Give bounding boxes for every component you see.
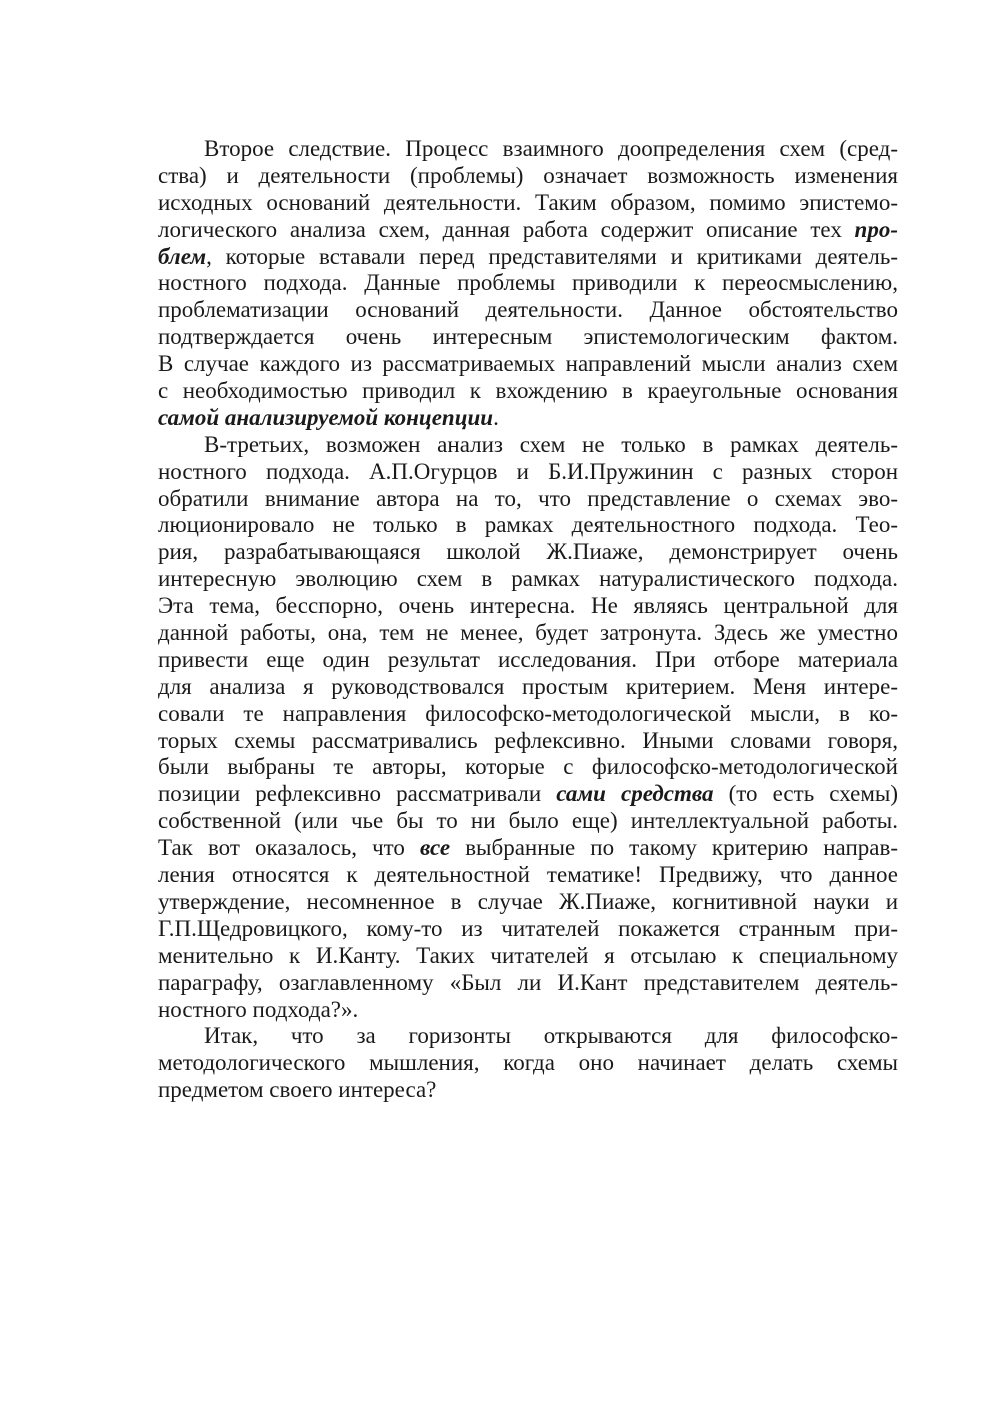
text-line	[158, 862, 898, 889]
page-body	[158, 136, 898, 1104]
text-line	[158, 297, 898, 324]
text-line	[158, 539, 898, 566]
text-line	[158, 486, 898, 513]
text-run: Так вот оказалось, что	[158, 835, 421, 861]
text-line	[158, 701, 898, 728]
text-line	[158, 405, 898, 432]
text-run: (то есть схемы)	[713, 781, 898, 807]
text-run: обратили внимание автора на то, что представление о схемах эво-	[158, 485, 898, 511]
text-line	[158, 190, 898, 217]
text-run: методологического мышления, когда оно начинает делать схемы	[158, 1050, 898, 1076]
emphasized-text: про-	[854, 216, 898, 242]
text-run: утверждение, несомненное в случае Ж.Пиаже, когнитивной науки и	[158, 888, 898, 914]
text-run: Второе следствие. Процесс взаимного доопределения схем (сред-	[204, 136, 898, 161]
document-text	[158, 136, 898, 1104]
text-run: привести еще один результат исследования. При отборе материала	[158, 646, 898, 672]
text-line	[158, 889, 898, 916]
text-run: ностного подхода. А.П.Огурцов и Б.И.Пружинин с разных сторон	[158, 458, 898, 484]
emphasized-text: самой анализируемой концепции	[158, 404, 494, 430]
text-run: В случае каждого из рассматриваемых направлений мысли анализ схем	[158, 351, 898, 377]
text-run: были выбраны те авторы, которые с философско-методологической	[158, 754, 898, 780]
text-line	[158, 378, 898, 405]
text-line	[158, 244, 898, 271]
text-run: , которые вставали перед представителями и критиками деятель-	[206, 243, 898, 269]
paragraph	[158, 136, 898, 432]
text-run: исходных оснований деятельности. Таким образом, помимо эпистемо-	[158, 189, 898, 215]
text-run: рия, разрабатывающаяся школой Ж.Пиаже, демонстрирует очень	[158, 539, 898, 565]
paragraph	[158, 432, 898, 1024]
text-run: позиции рефлексивно рассматривали	[158, 781, 557, 807]
text-line	[158, 566, 898, 593]
text-line	[158, 754, 898, 781]
text-line	[158, 459, 898, 486]
text-run: параграфу, озаглавленному «Был ли И.Кант представителем деятель-	[158, 969, 898, 995]
text-line	[158, 835, 898, 862]
text-line	[158, 970, 898, 997]
text-run: совали те направления философско-методологической мысли, в ко-	[158, 700, 898, 726]
text-run: Эта тема, бесспорно, очень интересна. Не являясь центральной для	[158, 593, 898, 619]
text-run: ностного подхода?».	[158, 996, 359, 1022]
text-run: подтверждается очень интересным эпистемологическим фактом.	[158, 324, 898, 350]
text-line	[158, 593, 898, 620]
text-line	[158, 1050, 898, 1077]
text-run: В-третьих, возможен анализ схем не только в рамках деятель-	[204, 431, 898, 457]
text-run: предметом своего интереса?	[158, 1077, 437, 1103]
text-run: .	[493, 404, 499, 430]
text-line	[158, 512, 898, 539]
text-run: для анализа я руководствовался простым критерием. Меня интере-	[158, 673, 898, 699]
text-run: логического анализа схем, данная работа содержит описание тех	[158, 216, 855, 242]
text-run: выбранные по такому критерию направ-	[450, 835, 899, 861]
text-run: ления относятся к деятельностной тематике! Предвижу, что данное	[158, 862, 898, 888]
text-run: Г.П.Щедровицкого, кому-то из читателей покажется странным при-	[158, 915, 898, 941]
text-line	[158, 620, 898, 647]
emphasized-text: сами средства	[556, 781, 714, 807]
text-line	[158, 217, 898, 244]
text-line	[158, 728, 898, 755]
text-line	[158, 270, 898, 297]
emphasized-text: все	[420, 835, 451, 861]
text-line	[158, 1023, 898, 1050]
text-line	[158, 1077, 898, 1104]
text-line	[158, 916, 898, 943]
text-run: Итак, что за горизонты открываются для философско-	[204, 1023, 898, 1049]
text-line	[158, 647, 898, 674]
text-line	[158, 136, 898, 163]
text-line	[158, 943, 898, 970]
text-line	[158, 808, 898, 835]
text-line	[158, 432, 898, 459]
text-run: собственной (или чье бы то ни было еще) интеллектуальной работы.	[158, 808, 898, 834]
emphasized-text: блем	[158, 243, 207, 269]
text-run: ностного подхода. Данные проблемы приводили к переосмыслению,	[158, 270, 898, 296]
text-run: торых схемы рассматривались рефлексивно. Иными словами говоря,	[158, 727, 898, 753]
text-run: ства) и деятельности (проблемы) означает возможность изменения	[158, 162, 898, 188]
text-line	[158, 324, 898, 351]
text-line	[158, 351, 898, 378]
text-line	[158, 674, 898, 701]
text-run: проблематизации оснований деятельности. Данное обстоятельство	[158, 297, 898, 323]
text-run: данной работы, она, тем не менее, будет затронута. Здесь же уместно	[158, 620, 898, 646]
text-line	[158, 781, 898, 808]
text-line	[158, 997, 898, 1024]
text-run: с необходимостью приводил к вхождению в краеугольные основания	[158, 378, 898, 404]
text-run: интересную эволюцию схем в рамках натуралистического подхода.	[158, 566, 898, 592]
text-run: люционировало не только в рамках деятельностного подхода. Тео-	[158, 512, 898, 538]
paragraph	[158, 1023, 898, 1104]
text-run: менительно к И.Канту. Таких читателей я отсылаю к специальному	[158, 942, 898, 968]
text-line	[158, 163, 898, 190]
